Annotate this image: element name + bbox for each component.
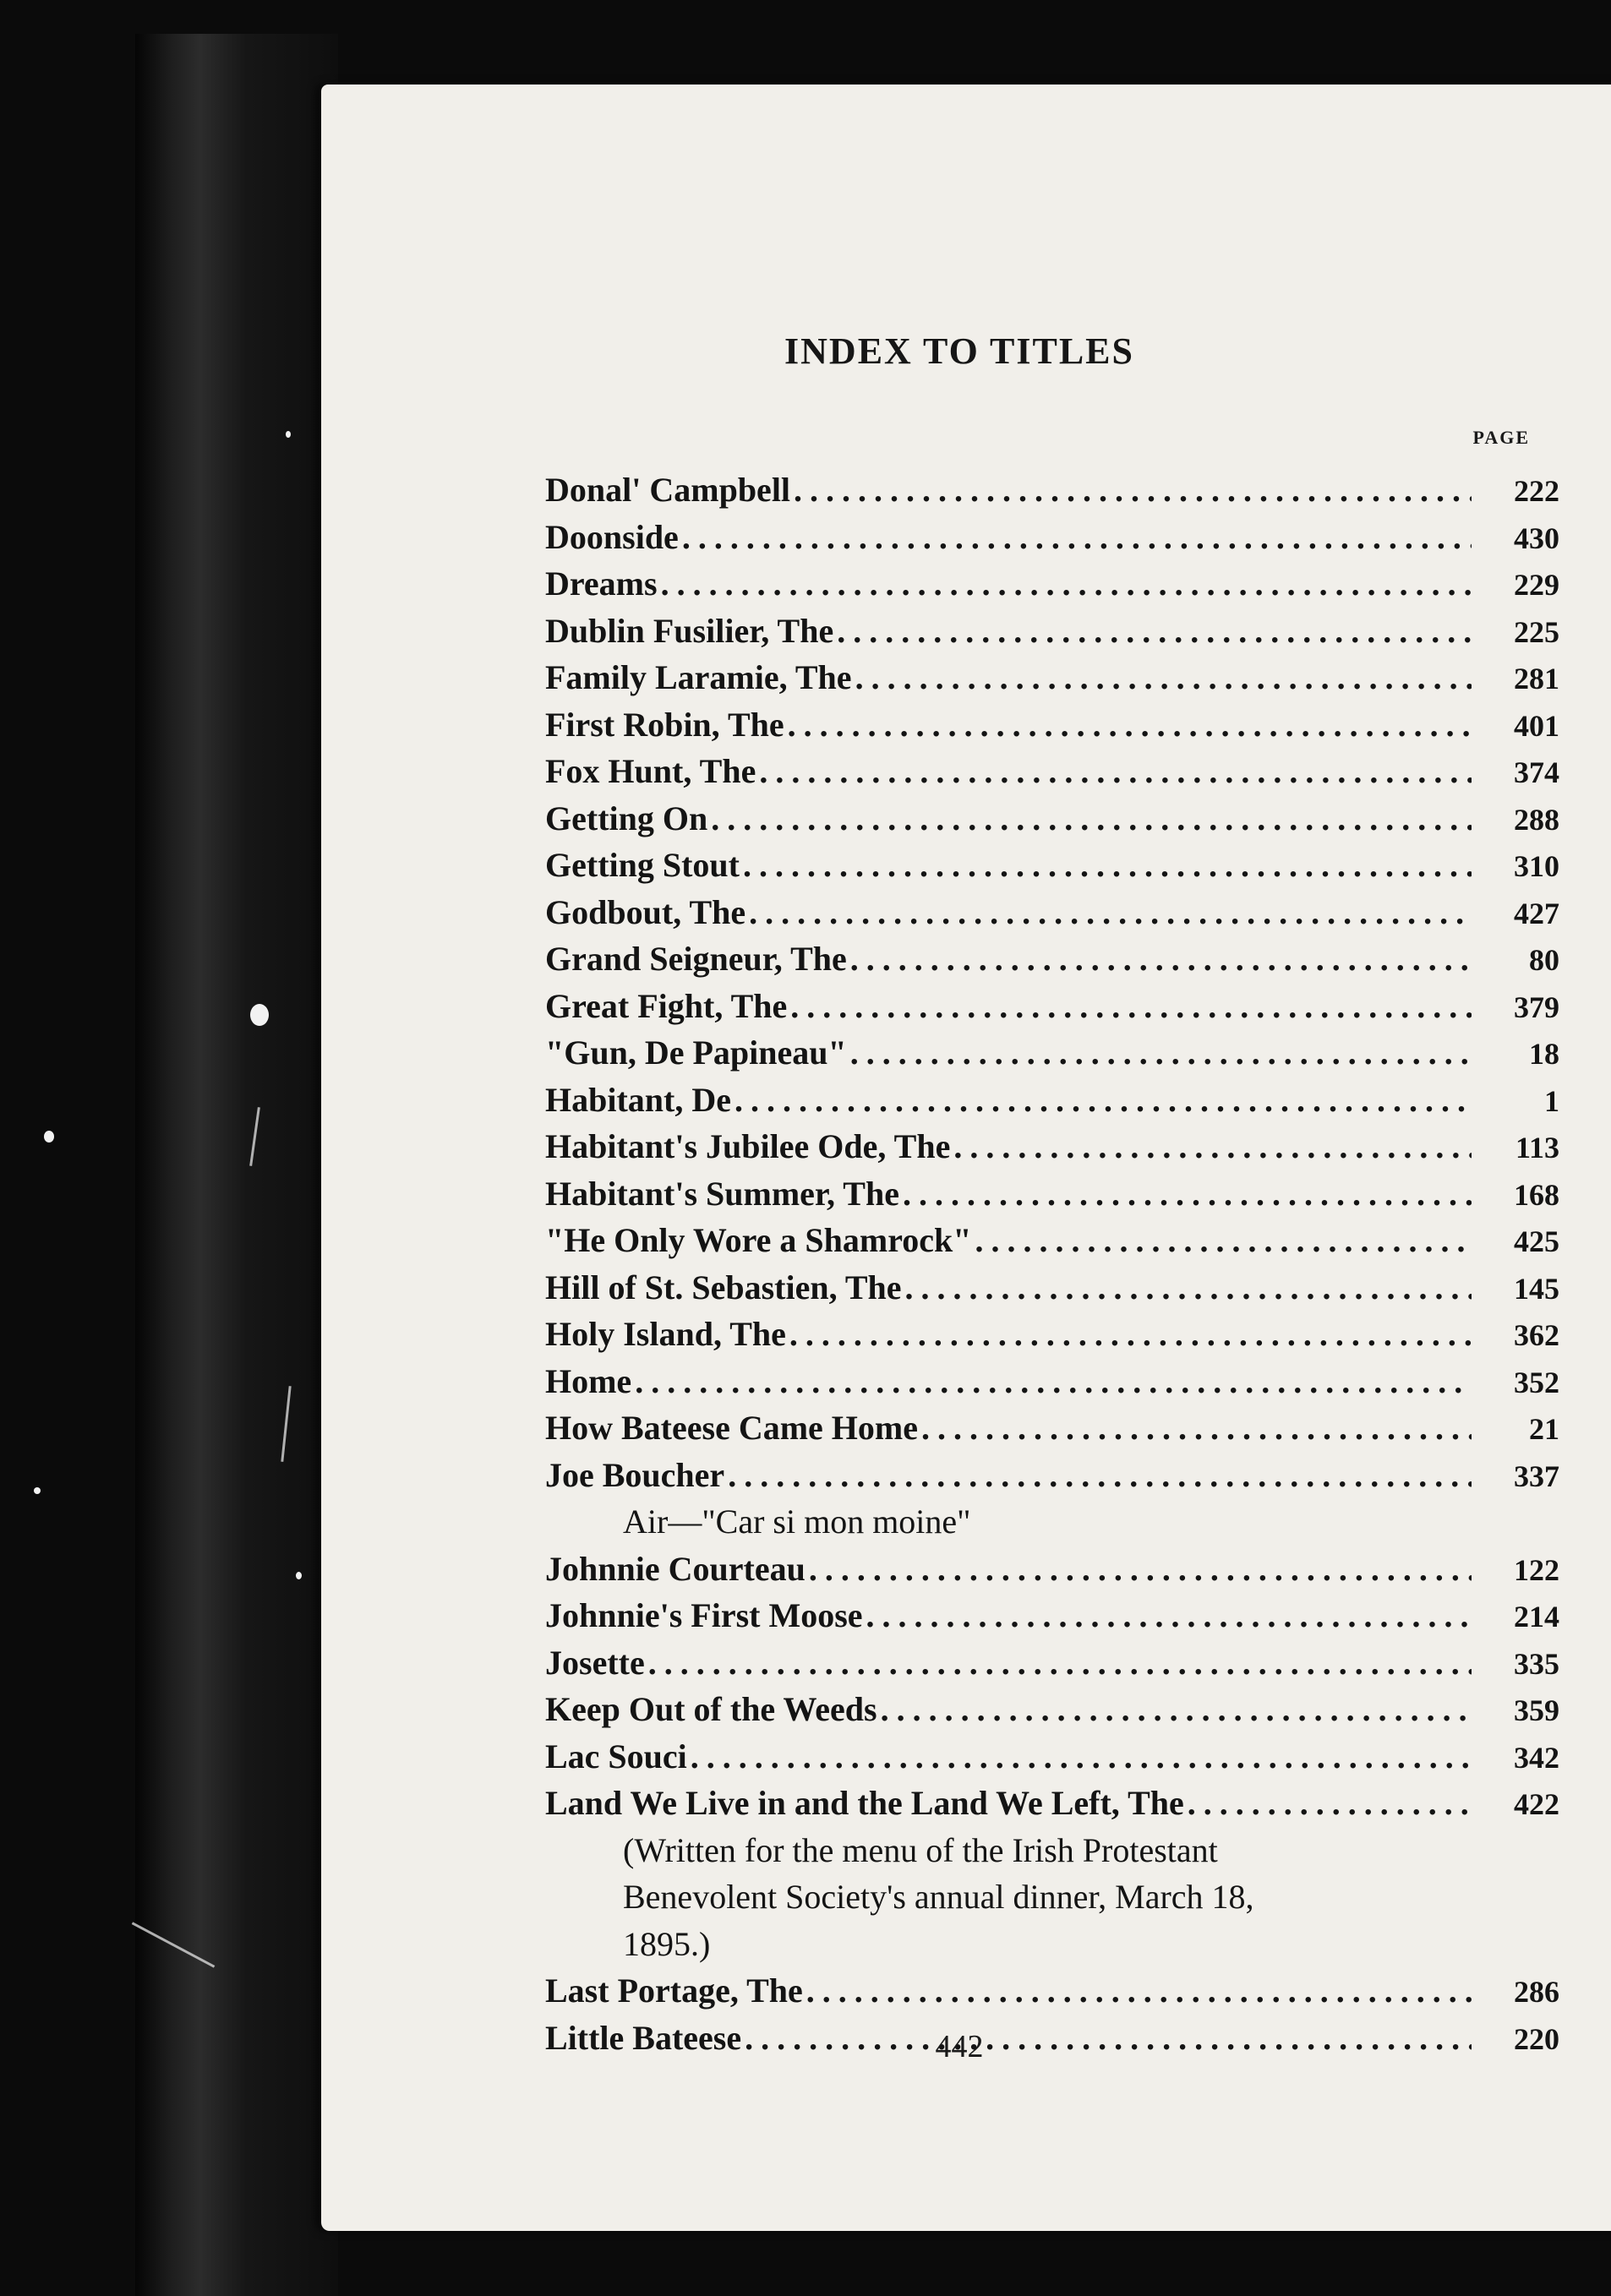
entry-page: 425	[1514, 1224, 1559, 1258]
entry-page: 374	[1514, 755, 1559, 789]
entry-page: 379	[1514, 990, 1559, 1024]
entry-title: Joe Boucher	[545, 1455, 725, 1494]
dot-leader	[661, 560, 1472, 608]
entry-title: Little Bateese	[545, 2018, 742, 2057]
index-entry	[545, 1123, 1559, 1170]
entry-page: 21	[1529, 1412, 1559, 1446]
entry-note-line: 1895.)	[623, 1924, 711, 1963]
entry-title: Last Portage, The	[545, 1972, 803, 2010]
dot-leader	[850, 935, 1472, 983]
entry-title: Johnnie Courteau	[545, 1549, 806, 1588]
entry-page: 286	[1514, 1975, 1559, 2009]
entry-note-line: (Written for the menu of the Irish Protestant	[623, 1830, 1218, 1869]
entry-title: Hill of St. Sebastien, The	[545, 1268, 902, 1306]
entry-title: Fox Hunt, The	[545, 752, 756, 790]
entry-page: 113	[1515, 1131, 1559, 1164]
index-entry	[545, 1170, 1559, 1218]
index-entry	[545, 1592, 1559, 1639]
book-page	[321, 85, 1611, 2231]
entry-title: Home	[545, 1361, 632, 1400]
dot-leader	[648, 1639, 1472, 1687]
index-entry	[545, 1077, 1559, 1124]
dot-leader	[759, 748, 1472, 795]
entry-title: Godbout, The	[545, 892, 746, 931]
index-entries	[545, 466, 1559, 2061]
entry-page: 359	[1514, 1693, 1559, 1727]
dot-leader	[794, 466, 1472, 514]
index-entry	[545, 1311, 1559, 1358]
entry-page: 352	[1514, 1365, 1559, 1399]
dot-leader	[1188, 1780, 1472, 1827]
dot-leader	[789, 1311, 1472, 1358]
dot-leader	[788, 701, 1472, 749]
dot-leader	[806, 1967, 1472, 2015]
dot-leader	[728, 1452, 1472, 1499]
index-entry	[545, 795, 1559, 843]
entry-title: Lac Souci	[545, 1737, 687, 1775]
entry-page: 335	[1514, 1646, 1559, 1681]
entry-title: Dublin Fusilier, The	[545, 611, 834, 650]
entry-page: 342	[1514, 1740, 1559, 1775]
dot-leader	[855, 654, 1472, 701]
dust-speck	[250, 1004, 269, 1026]
entry-title: Habitant's Jubilee Ode, The	[545, 1127, 951, 1165]
entry-title: Habitant's Summer, The	[545, 1174, 899, 1213]
entry-page: 430	[1514, 521, 1559, 555]
entry-title: First Robin, The	[545, 705, 784, 744]
entry-title: Great Fight, The	[545, 986, 788, 1025]
index-entry	[545, 608, 1559, 655]
entry-page: 281	[1514, 662, 1559, 695]
index-entry	[545, 1639, 1559, 1687]
dot-leader	[850, 1029, 1472, 1077]
dot-leader	[691, 1733, 1472, 1781]
entry-title: Habitant, De	[545, 1080, 731, 1119]
entry-title: Getting Stout	[545, 846, 740, 884]
dot-leader	[743, 842, 1472, 889]
dust-speck	[44, 1131, 54, 1143]
entry-page: 401	[1514, 708, 1559, 743]
index-entry	[545, 889, 1559, 936]
entry-page: 310	[1514, 849, 1559, 883]
entry-title: Land We Live in and the Land We Left, The	[545, 1784, 1184, 1822]
entry-title: Josette	[545, 1643, 645, 1682]
index-entry	[545, 1404, 1559, 1452]
entry-page: 229	[1514, 568, 1559, 602]
entry-note-line: Benevolent Society's annual dinner, March 18,	[623, 1878, 1254, 1916]
entry-page: 80	[1529, 943, 1559, 977]
index-entry	[545, 701, 1559, 749]
dot-leader	[711, 795, 1472, 843]
entry-page: 220	[1514, 2021, 1559, 2056]
entry-page: 122	[1514, 1552, 1559, 1587]
index-entry	[545, 1686, 1559, 1733]
dot-leader	[921, 1404, 1472, 1452]
dot-leader	[975, 1217, 1472, 1264]
page-column-label: PAGE	[1472, 427, 1530, 448]
index-entry	[545, 1264, 1559, 1312]
dot-leader	[749, 889, 1472, 936]
dust-speck	[296, 1572, 302, 1579]
entry-page: 1	[1544, 1083, 1559, 1118]
dot-leader	[837, 608, 1472, 655]
dust-speck	[286, 431, 291, 438]
entry-title: "He Only Wore a Shamrock"	[545, 1221, 972, 1259]
entry-page: 362	[1514, 1318, 1559, 1352]
dot-leader	[866, 1592, 1472, 1639]
dot-leader	[635, 1358, 1472, 1405]
entry-title: Keep Out of the Weeds	[545, 1690, 877, 1728]
entry-page: 18	[1529, 1037, 1559, 1071]
entry-title: Grand Seigneur, The	[545, 940, 847, 978]
dot-leader	[953, 1123, 1472, 1170]
book-spine	[135, 34, 338, 2296]
entry-title: Holy Island, The	[545, 1315, 786, 1353]
entry-page: 288	[1514, 802, 1559, 837]
entry-page: 427	[1514, 896, 1559, 930]
index-entry	[545, 1733, 1559, 1781]
index-entry	[545, 1546, 1559, 1593]
entry-page: 422	[1514, 1787, 1559, 1821]
entry-title: How Bateese Came Home	[545, 1409, 918, 1447]
entry-page: 337	[1514, 1459, 1559, 1493]
index-entry	[545, 842, 1559, 889]
dot-leader	[903, 1170, 1472, 1218]
index-entry	[545, 1217, 1559, 1264]
dust-speck	[34, 1487, 41, 1494]
index-entry	[545, 466, 1559, 514]
index-entry	[545, 1029, 1559, 1077]
entry-page: 214	[1514, 1600, 1559, 1633]
entry-title: Donal' Campbell	[545, 471, 791, 509]
dot-leader	[735, 1077, 1472, 1124]
index-entry	[545, 983, 1559, 1030]
entry-title: Getting On	[545, 799, 708, 837]
dot-leader	[881, 1686, 1472, 1733]
entry-title: Johnnie's First Moose	[545, 1596, 863, 1634]
index-entry	[545, 560, 1559, 608]
entry-title: Doonside	[545, 517, 679, 556]
page-heading: INDEX TO TITLES	[784, 330, 1134, 372]
entry-title: "Gun, De Papineau"	[545, 1033, 847, 1072]
page-number: 442	[935, 2029, 984, 2064]
index-entry	[545, 514, 1559, 561]
index-entry	[545, 1780, 1559, 1827]
index-entry	[545, 1967, 1559, 2015]
index-entry	[545, 1358, 1559, 1405]
dot-leader	[682, 514, 1472, 561]
dot-leader	[809, 1546, 1472, 1593]
entry-note: Air—"Car si mon moine"	[623, 1502, 971, 1541]
index-entry	[545, 748, 1559, 795]
entry-page: 168	[1514, 1177, 1559, 1212]
entry-page: 145	[1514, 1271, 1559, 1306]
index-entry	[545, 935, 1559, 983]
index-entry	[545, 1452, 1559, 1499]
index-entry	[545, 654, 1559, 701]
entry-title: Dreams	[545, 564, 658, 603]
dot-leader	[905, 1264, 1472, 1312]
entry-page: 222	[1514, 474, 1559, 508]
dot-leader	[790, 983, 1472, 1030]
entry-title: Family Laramie, The	[545, 658, 852, 696]
entry-page: 225	[1514, 614, 1559, 649]
